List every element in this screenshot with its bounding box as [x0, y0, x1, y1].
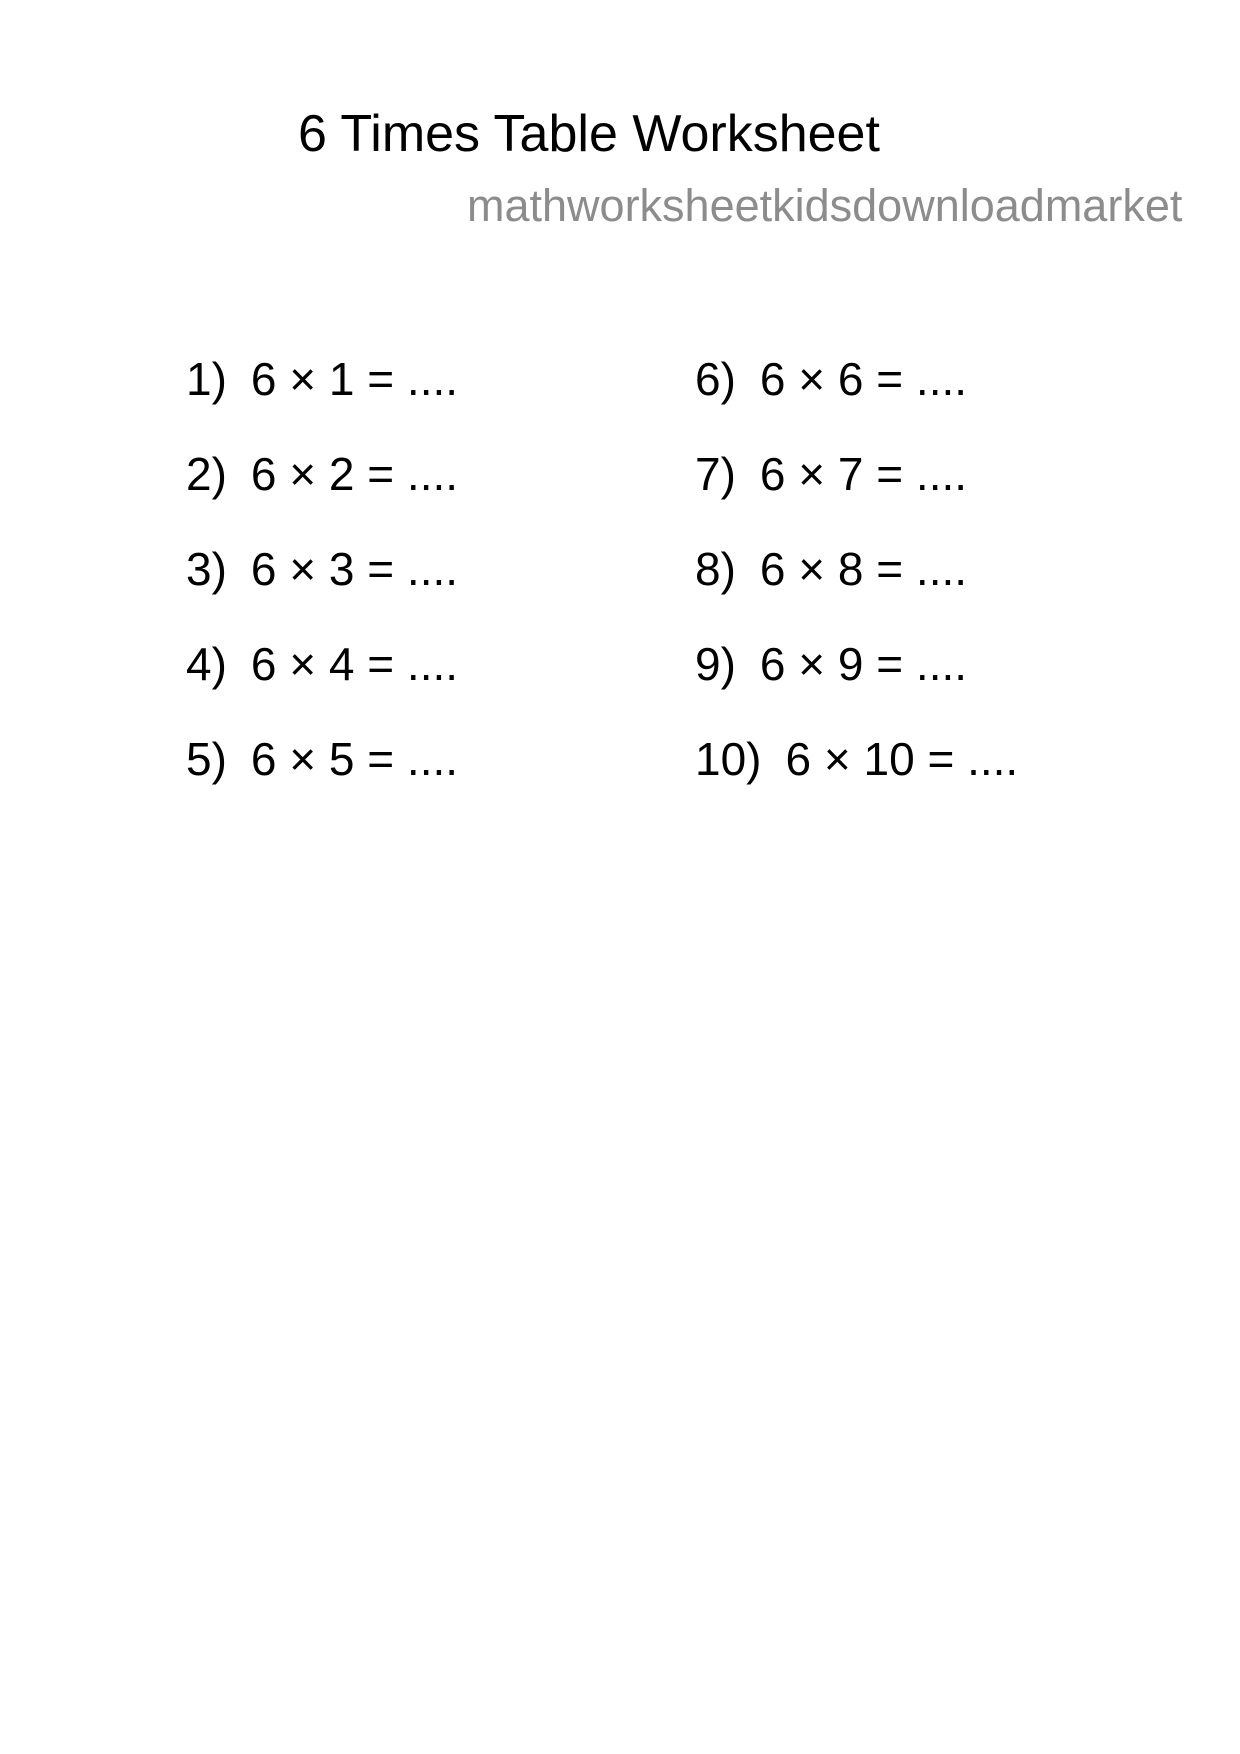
problem-item — [186, 353, 459, 405]
problem-number: 7) — [695, 448, 736, 500]
problem-expression: 6 × 2 = .... — [250, 448, 459, 500]
page-title: 6 Times Table Worksheet — [298, 105, 880, 163]
problem-item — [695, 638, 1018, 690]
watermark-text: mathworksheetkidsdownloadmarket — [467, 180, 1183, 231]
problem-number: 6) — [695, 353, 736, 405]
problem-expression: 6 × 7 = .... — [759, 448, 968, 500]
problem-number: 2) — [186, 448, 227, 500]
problem-number: 10) — [695, 733, 762, 785]
problem-item — [186, 543, 459, 595]
problem-expression: 6 × 1 = .... — [250, 353, 459, 405]
problems-column-left — [186, 353, 459, 785]
problem-expression: 6 × 5 = .... — [250, 733, 459, 785]
problem-number: 3) — [186, 543, 227, 595]
problem-number: 9) — [695, 638, 736, 690]
problem-item — [695, 543, 1018, 595]
problem-number: 1) — [186, 353, 227, 405]
problem-number: 4) — [186, 638, 227, 690]
problem-item — [186, 638, 459, 690]
problem-expression: 6 × 8 = .... — [759, 543, 968, 595]
problem-expression: 6 × 3 = .... — [250, 543, 459, 595]
problem-number: 8) — [695, 543, 736, 595]
problems-column-right — [695, 353, 1019, 785]
problem-item — [695, 448, 1018, 500]
problem-item — [695, 733, 1019, 785]
problem-expression: 6 × 6 = .... — [759, 353, 968, 405]
problem-expression: 6 × 9 = .... — [759, 638, 968, 690]
problem-item — [695, 353, 1018, 405]
problem-expression: 6 × 4 = .... — [250, 638, 459, 690]
problem-number: 5) — [186, 733, 227, 785]
problem-item — [186, 733, 459, 785]
problem-expression: 6 × 10 = .... — [785, 733, 1019, 785]
problem-item — [186, 448, 459, 500]
